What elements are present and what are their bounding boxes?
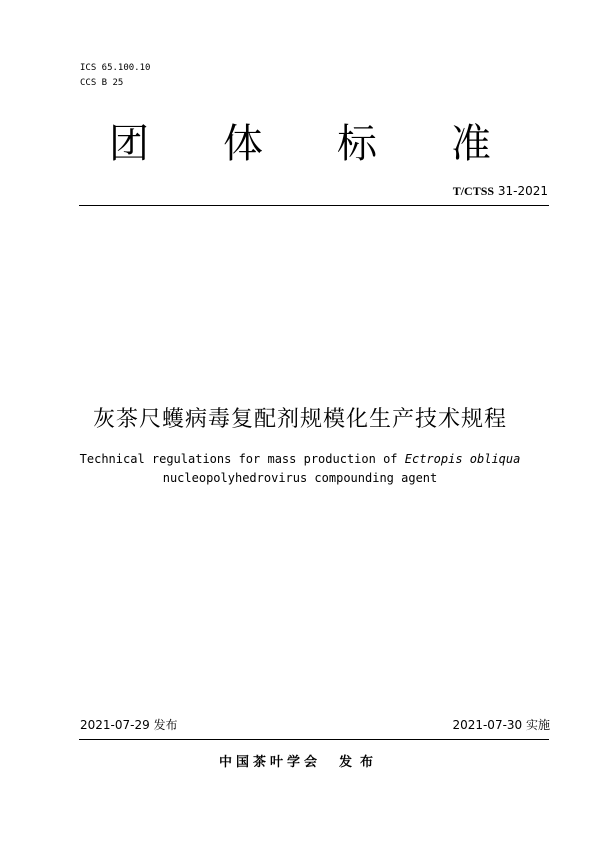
standard-type-heading	[0, 118, 600, 170]
standard-number-prefix: T/CTSS	[452, 184, 495, 198]
implementation-date: 2021-07-30 实施	[452, 718, 550, 732]
ics-code: ICS 65.100.10	[80, 63, 151, 73]
title-english-italic: Ectropis obliqua	[404, 452, 521, 466]
issuer-organization: 中国茶叶学会	[218, 755, 321, 770]
ccs-code: CCS B 25	[80, 78, 124, 88]
standard-number-suffix: 31-2021	[494, 184, 548, 198]
standard-type-char-1: 团	[109, 121, 149, 167]
issuer	[0, 751, 600, 770]
title-english-line1	[0, 452, 600, 466]
issuer-verb: 发布	[339, 755, 382, 770]
title-english-line2: nucleopolyhedrovirus compounding agent	[162, 471, 438, 485]
standard-type-char-2: 体	[223, 121, 263, 167]
footer-divider	[79, 739, 549, 740]
title-chinese: 灰茶尺蠖病毒复配剂规模化生产技术规程	[92, 407, 507, 432]
header-divider	[79, 205, 549, 206]
issue-date: 2021-07-29 发布	[80, 718, 178, 732]
title-english-plain: Technical regulations for mass production of	[79, 452, 405, 466]
standard-type-char-3: 标	[337, 121, 377, 167]
standard-number	[453, 184, 548, 199]
standard-type-char-4: 准	[451, 121, 491, 167]
